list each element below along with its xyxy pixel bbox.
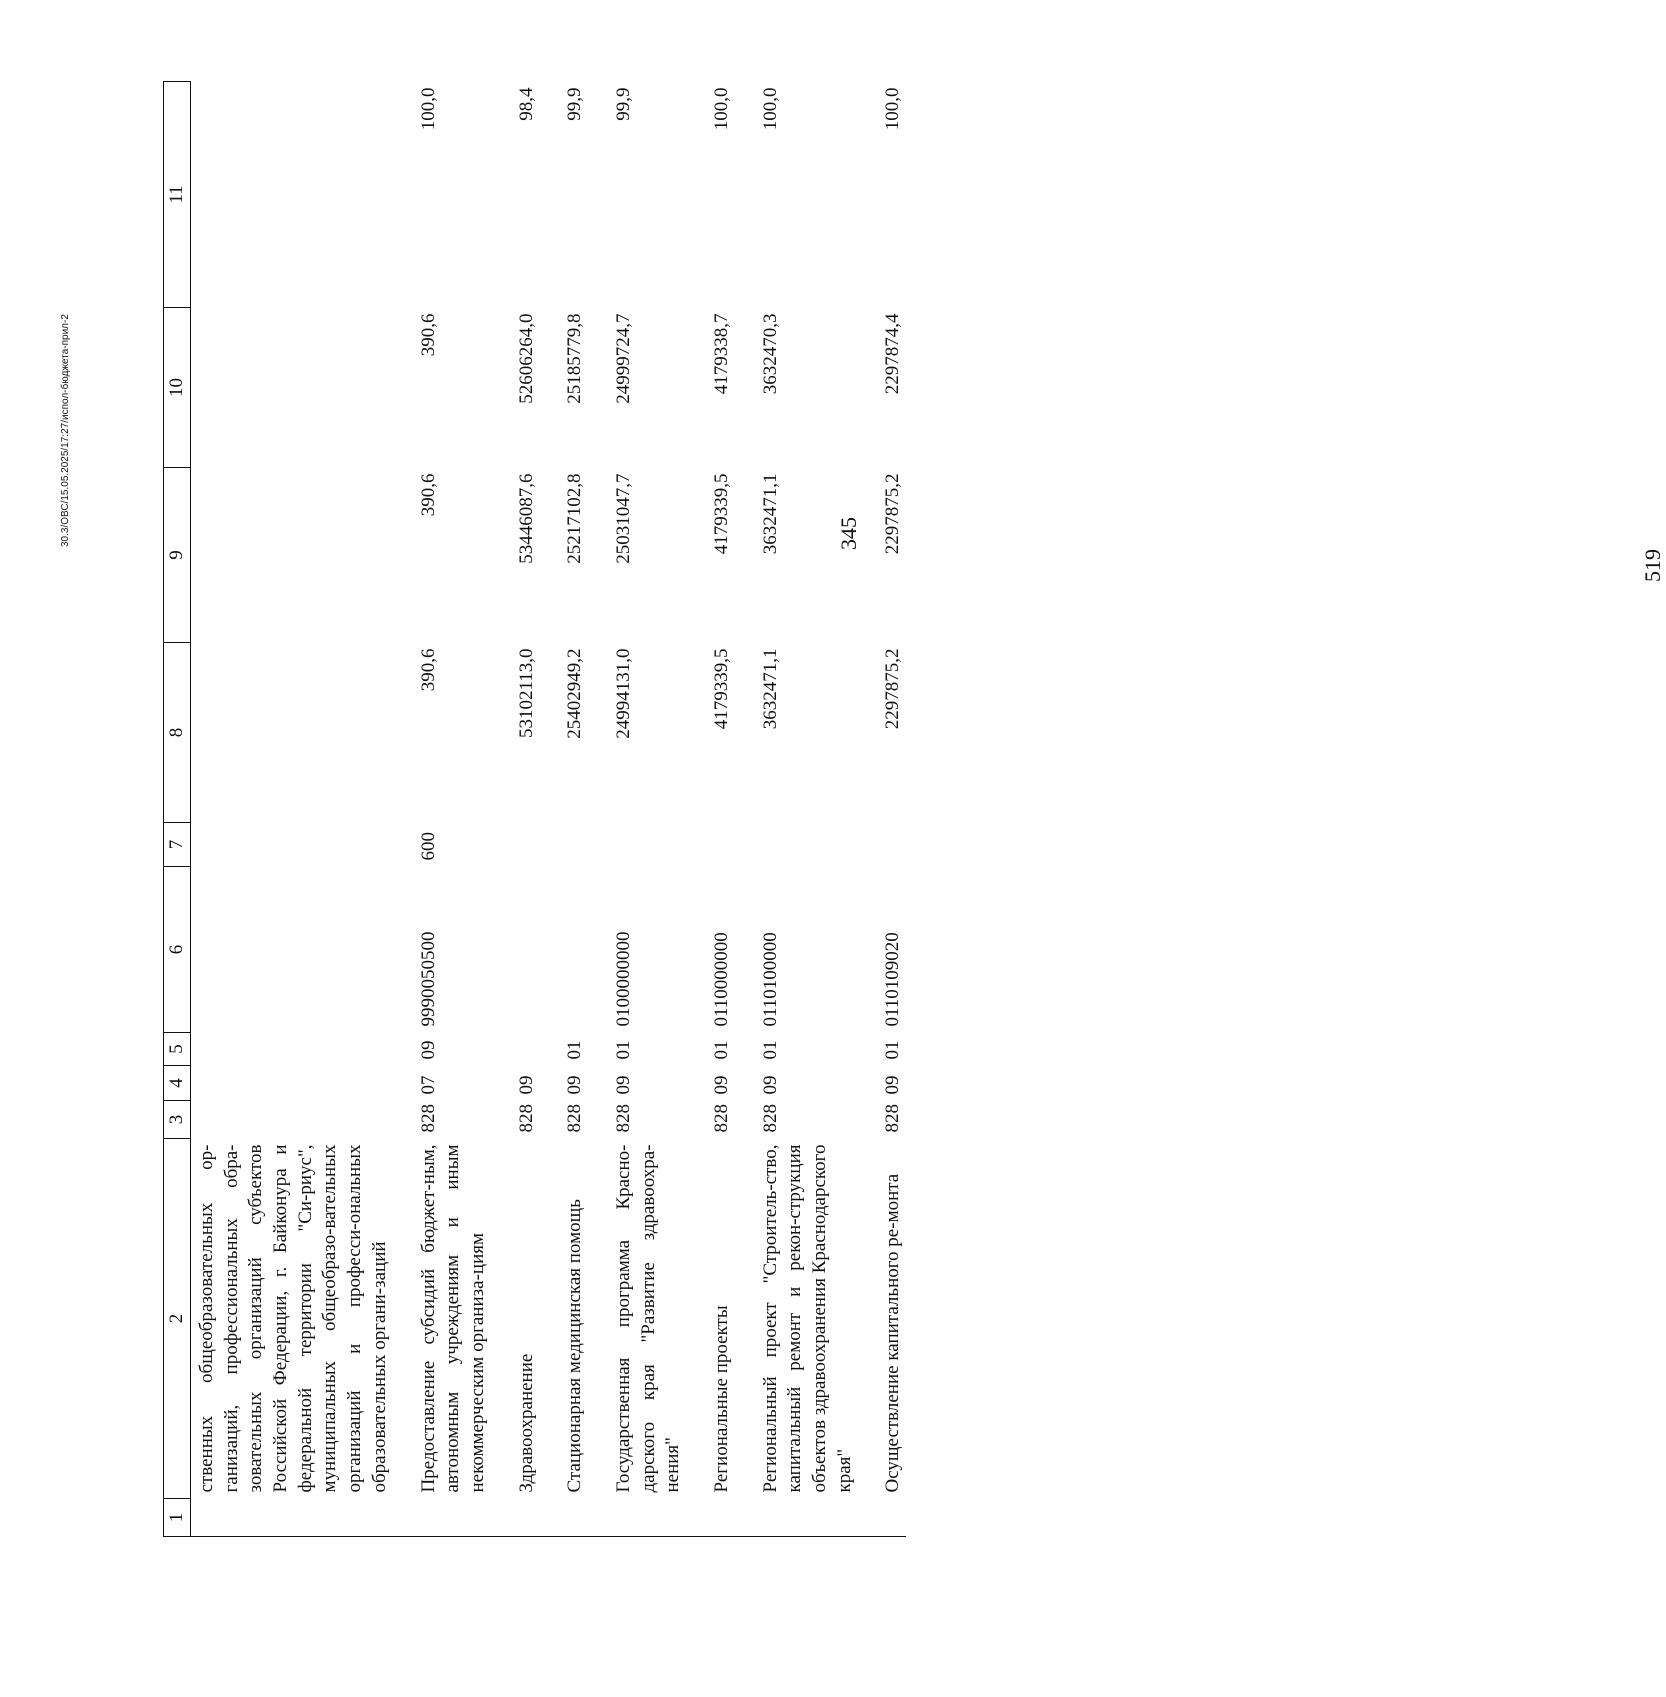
- cell-col-2: Государственная программа Красно-дарского края "Развитие здравоохра-нения": [612, 1144, 684, 1493]
- cell-col-8: 2297875,2: [882, 648, 904, 730]
- cell-col-9: 2297875,2: [882, 473, 904, 555]
- cell-col-11: 100,0: [759, 87, 781, 131]
- cell-col-10: [191, 308, 393, 468]
- cell-col-2: Региональный проект "Строитель-ство, капитальный ремонт и рекон-струкция объектов здравоохранения Краснодарского края": [759, 1144, 855, 1493]
- column-number-1: 1: [164, 1499, 191, 1537]
- cell-col-8: 3632471,1: [759, 648, 781, 730]
- cell-col-9: 25031047,7: [612, 473, 634, 564]
- cell-col-7: [857, 823, 906, 867]
- cell-col-2: Предоставление субсидий бюджет-ным, автономным учреждениям и иным некоммерческим организа-циям: [417, 1144, 488, 1493]
- cell-col-8: 25402949,2: [564, 648, 586, 739]
- cell-col-7: 600: [417, 832, 439, 861]
- cell-col-4: 09: [759, 1075, 781, 1095]
- table-row: [686, 82, 735, 1537]
- cell-col-2: Здравоохранение: [515, 1353, 537, 1493]
- cell-col-1: [393, 1499, 491, 1537]
- cell-col-1: [857, 1499, 906, 1537]
- page-number: 345: [836, 517, 861, 550]
- cell-col-7: [686, 823, 735, 867]
- cell-col-5: 09: [417, 1040, 439, 1060]
- cell-col-11: 99,9: [564, 87, 586, 121]
- cell-col-3: 828: [612, 1104, 634, 1133]
- table-row: [588, 82, 686, 1537]
- cell-col-9: 390,6: [417, 473, 439, 517]
- cell-col-2: Осуществление капитального ре-монта: [882, 1173, 904, 1493]
- cell-col-1: [491, 1499, 540, 1537]
- cell-col-9: 4179339,5: [711, 473, 732, 555]
- cell-col-5: 01: [759, 1040, 781, 1060]
- column-number-3: 3: [164, 1101, 191, 1139]
- table-row: [735, 82, 858, 1537]
- cell-col-11: 100,0: [417, 87, 439, 131]
- table-row: [857, 82, 906, 1537]
- cell-col-6: [539, 867, 588, 1033]
- cell-col-6: 0110100000: [759, 932, 781, 1027]
- cell-col-4: 09: [515, 1075, 537, 1095]
- cell-col-8: 390,6: [417, 648, 439, 692]
- cell-col-7: [735, 823, 858, 867]
- cell-col-4: 07: [417, 1075, 439, 1095]
- cell-col-5: 01: [564, 1040, 586, 1060]
- column-number-7: 7: [164, 823, 191, 867]
- cell-col-7: [539, 823, 588, 867]
- cell-col-9: 3632471,1: [759, 473, 781, 555]
- cell-col-4: 09: [564, 1075, 586, 1095]
- cell-col-7: [191, 823, 393, 867]
- cell-col-11: 99,9: [612, 87, 634, 121]
- cell-col-6: [491, 867, 540, 1033]
- cell-col-6: [191, 867, 393, 1033]
- cell-col-4: 09: [711, 1075, 732, 1095]
- cell-col-1: [735, 1499, 858, 1537]
- cell-col-10: 25185779,8: [564, 313, 586, 404]
- cell-col-3: 828: [564, 1104, 586, 1133]
- cell-col-10: 4179338,7: [711, 313, 732, 395]
- cell-col-3: [191, 1101, 393, 1139]
- cell-col-9: 25217102,8: [564, 473, 586, 564]
- column-number-10: 10: [164, 308, 191, 468]
- cell-col-6: 0100000000: [612, 931, 634, 1027]
- column-number-9: 9: [164, 468, 191, 643]
- column-number-6: 6: [164, 867, 191, 1033]
- cell-col-3: 828: [515, 1104, 537, 1133]
- cell-col-3: 828: [759, 1104, 781, 1133]
- cell-col-8: 24994131,0: [612, 648, 634, 739]
- budget-table: [163, 81, 906, 1537]
- cell-col-4: 09: [612, 1075, 634, 1095]
- cell-col-9: 53446087,6: [515, 473, 537, 564]
- cell-col-10: 3632470,3: [759, 313, 781, 395]
- table-row: [393, 82, 491, 1537]
- cell-col-4: [191, 1066, 393, 1101]
- cell-col-6: 9990050500: [417, 931, 439, 1027]
- cell-col-1: [588, 1499, 686, 1537]
- cell-col-7: [588, 823, 686, 867]
- cell-col-10: 2297874,4: [882, 313, 904, 395]
- cell-col-11: [191, 82, 393, 308]
- cell-col-10: 24999724,7: [612, 313, 634, 404]
- cell-col-9: [191, 468, 393, 643]
- cell-col-6: 0110000000: [711, 932, 732, 1027]
- cell-col-11: 100,0: [882, 87, 904, 131]
- table-row: [539, 82, 588, 1537]
- table-row: [191, 82, 393, 1537]
- cell-col-11: 100,0: [711, 87, 732, 131]
- cell-col-5: [491, 1033, 540, 1066]
- table-body: [191, 82, 907, 1537]
- cell-col-10: 52606264,0: [515, 313, 537, 404]
- column-number-2: 2: [164, 1139, 191, 1499]
- cell-col-10: 390,6: [417, 313, 439, 357]
- cell-col-5: 01: [612, 1040, 634, 1060]
- column-number-row: [164, 82, 191, 1537]
- column-number-8: 8: [164, 643, 191, 823]
- column-number-5: 5: [164, 1033, 191, 1066]
- footer-code: 30.3/ОВС/15.05.2025/17:27/испол-бюджета-прил-2: [60, 314, 71, 547]
- cell-col-1: [191, 1499, 393, 1537]
- cell-col-11: 98,4: [515, 87, 537, 121]
- cell-col-4: 09: [882, 1075, 904, 1095]
- cell-col-2: ственных общеобразовательных ор-ганизаций, профессиональных обра-зовательных организаций субъектов Российской Федерации, г. Байконура и федеральной территории "Си-риус", муниципальных общеобразо-вательных организаций и професси-ональных образовательных органи-заций: [196, 1144, 390, 1493]
- bottom-page-number: 519: [1640, 549, 1665, 582]
- cell-col-5: [191, 1033, 393, 1066]
- cell-col-5: 01: [711, 1040, 732, 1060]
- cell-col-7: [491, 823, 540, 867]
- column-number-11: 11: [164, 82, 191, 308]
- cell-col-8: 53102113,0: [515, 648, 537, 739]
- cell-col-3: 828: [882, 1104, 904, 1133]
- cell-col-2: Стационарная медицинская помощь: [564, 1199, 586, 1493]
- cell-col-8: 4179339,5: [711, 648, 732, 730]
- cell-col-1: [539, 1499, 588, 1537]
- cell-col-3: 828: [711, 1104, 732, 1133]
- column-number-4: 4: [164, 1066, 191, 1101]
- cell-col-2: Региональные проекты: [711, 1305, 732, 1493]
- cell-col-8: [191, 643, 393, 823]
- cell-col-3: 828: [417, 1104, 439, 1133]
- cell-col-1: [686, 1499, 735, 1537]
- table-row: [491, 82, 540, 1537]
- cell-col-5: 01: [882, 1040, 904, 1060]
- cell-col-6: 0110109020: [882, 932, 904, 1027]
